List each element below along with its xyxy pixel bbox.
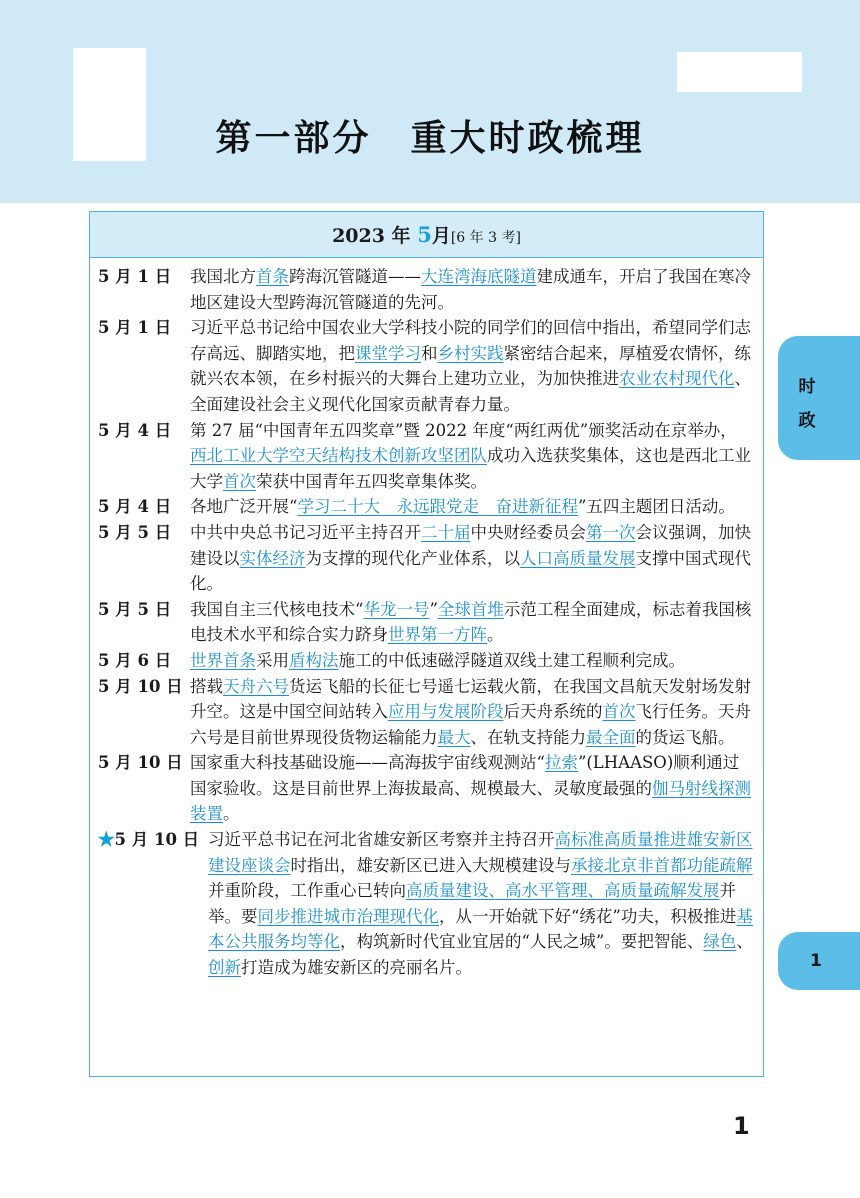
event-text-segment: 和 bbox=[421, 343, 438, 363]
event-date-text: 5 月 10 日 bbox=[98, 676, 183, 696]
events-box bbox=[89, 211, 764, 1077]
event-text-segment: 我国北方 bbox=[190, 267, 256, 286]
event-text-segment: 我国自主三代核电技术“ bbox=[190, 599, 364, 619]
event-text-segment: 、在轨支持能力 bbox=[470, 727, 586, 747]
event-date-text: 5 月 5 日 bbox=[98, 599, 172, 619]
event-date bbox=[98, 750, 190, 827]
event-entry bbox=[98, 827, 753, 981]
event-text-segment: 施工的中低速磁浮隧道双线土建工程顺利完成。 bbox=[338, 650, 685, 670]
event-text-segment: 中共中央总书记习近平主持召开 bbox=[190, 522, 421, 542]
keyword-highlight: 首次 bbox=[223, 471, 256, 491]
event-date-text: 5 月 4 日 bbox=[98, 497, 172, 517]
keyword-highlight: 学习二十大 永远跟党走 奋进新征程 bbox=[297, 497, 578, 517]
event-date-text: 5 月 4 日 bbox=[98, 420, 172, 440]
box-heading bbox=[90, 212, 763, 258]
event-text-segment: 为支撑的现代化产业体系，以 bbox=[305, 548, 520, 568]
event-text bbox=[190, 494, 753, 520]
event-date bbox=[98, 674, 190, 751]
event-text-segment: 成功入选获奖集体，这也是西北工业大学 bbox=[190, 446, 751, 491]
keyword-highlight: 创新 bbox=[208, 958, 241, 978]
event-date bbox=[98, 418, 190, 495]
keyword-highlight: 绿色 bbox=[703, 932, 737, 952]
event-text-segment: 。 bbox=[223, 804, 240, 824]
event-text-segment: 时指出，雄安新区已进入大规模建设与 bbox=[290, 855, 571, 875]
event-text-segment: 各地广泛开展“ bbox=[190, 497, 298, 517]
event-text-segment: 、 bbox=[736, 932, 753, 952]
event-text-segment: 习近平总书记给中国农业大学科技小院的同学们的回信中指出，希望同学们志存高远、脚踏实地，把 bbox=[190, 318, 751, 363]
keyword-highlight: 同步推进城市治理现代化 bbox=[257, 906, 439, 926]
keyword-highlight: 应用与发展阶段 bbox=[388, 702, 504, 722]
event-date bbox=[98, 494, 190, 520]
event-entry bbox=[98, 597, 753, 648]
event-entry bbox=[98, 674, 753, 751]
event-text-segment: 跨海沉管隧道—— bbox=[289, 267, 421, 286]
event-date bbox=[98, 315, 190, 417]
event-text-segment: 搭载 bbox=[190, 676, 223, 696]
event-text-segment: ”五四主题团日活动。 bbox=[577, 497, 735, 517]
keyword-highlight: 伽马射线探测装置 bbox=[190, 778, 751, 824]
keyword-highlight: 人口高质量发展 bbox=[520, 548, 636, 568]
box-month-suffix: 月 bbox=[431, 225, 451, 247]
event-text bbox=[190, 520, 753, 597]
header-banner bbox=[0, 0, 860, 203]
keyword-highlight: 大连湾海底隧道 bbox=[421, 267, 537, 286]
event-date bbox=[98, 264, 190, 315]
event-text-segment: 第 27 届“中国青年五四奖章”暨 2022 年度“两红两优”颁奖活动在京举办， bbox=[190, 420, 737, 440]
event-entry bbox=[98, 494, 753, 520]
event-text bbox=[190, 674, 753, 751]
keyword-highlight: 盾构法 bbox=[289, 650, 339, 670]
event-date bbox=[98, 648, 190, 674]
keyword-highlight: 课堂学习 bbox=[355, 343, 421, 363]
event-text-segment: 飞行任务。天舟六号是目前世界现役货物运输能力 bbox=[190, 702, 751, 747]
event-text-segment: 习近平总书记在河北省雄安新区考察并主持召开 bbox=[208, 830, 555, 850]
page-tab[interactable] bbox=[778, 932, 860, 990]
event-text-segment: 国家重大科技基础设施——高海拔宇宙线观测站“ bbox=[190, 753, 545, 773]
event-text-segment: 示范工程全面建成，标志着我国核电技术水平和综合实力跻身 bbox=[190, 599, 752, 645]
section-tab[interactable] bbox=[778, 336, 860, 460]
event-text-segment: 中央财经委员会 bbox=[470, 522, 586, 542]
keyword-highlight: 最大 bbox=[437, 727, 471, 747]
event-date bbox=[98, 827, 208, 981]
section-tab-char-1: 时 bbox=[798, 377, 816, 397]
keyword-highlight: 全球首堆 bbox=[437, 599, 504, 619]
event-text-segment: 会议强调，加快建设以 bbox=[190, 522, 751, 568]
keyword-highlight: 高质量建设、高水平管理、高质量疏解发展 bbox=[406, 881, 720, 901]
event-text-segment: 打造成为雄安新区的亮丽名片。 bbox=[241, 958, 472, 978]
keyword-highlight: 农业农村现代化 bbox=[619, 369, 735, 389]
event-text-segment: 建成通车，开启了我国在寒冷地区建设大型跨海沉管隧道的先河。 bbox=[190, 267, 751, 312]
box-note: [6 年 3 考] bbox=[450, 230, 521, 246]
keyword-highlight: 最全面 bbox=[586, 727, 636, 747]
event-text-segment: 、全面建设社会主义现代化国家贡献青春力量。 bbox=[190, 369, 751, 414]
event-text-segment: 后天舟系统的 bbox=[503, 702, 603, 722]
event-text-segment: 并举。要 bbox=[208, 881, 736, 926]
star-icon: ★ bbox=[98, 830, 115, 850]
keyword-highlight: 首次 bbox=[602, 702, 636, 722]
event-entry bbox=[98, 648, 753, 674]
keyword-highlight: 世界首条 bbox=[190, 650, 256, 670]
event-text-segment: 。 bbox=[487, 625, 504, 645]
event-text-segment: ，从一开始就下好“绣花”功夫，积极推进 bbox=[439, 906, 737, 926]
event-date-text: 5 月 1 日 bbox=[98, 267, 172, 286]
keyword-highlight: 天舟六号 bbox=[223, 676, 289, 696]
event-date-text: 5 月 10 日 bbox=[98, 753, 183, 773]
keyword-highlight: 西北工业大学空天结构技术创新攻坚团队 bbox=[190, 446, 487, 466]
event-text bbox=[190, 264, 753, 315]
keyword-highlight: 高标准高质量推进雄安新区建设座谈会 bbox=[208, 830, 753, 875]
keyword-highlight: 实体经济 bbox=[239, 548, 306, 568]
page-title: 第一部分 重大时政梳理 bbox=[215, 118, 645, 159]
event-text bbox=[190, 315, 753, 417]
event-entry bbox=[98, 520, 753, 597]
page-number: 1 bbox=[733, 1112, 750, 1140]
header-decoration-right bbox=[677, 52, 802, 92]
keyword-highlight: 首条 bbox=[256, 267, 289, 286]
event-date-text: 5 月 5 日 bbox=[98, 522, 172, 542]
event-entry bbox=[98, 264, 753, 315]
event-date-text: 5 月 10 日 bbox=[114, 830, 200, 850]
keyword-highlight: 第一次 bbox=[586, 522, 636, 542]
section-tab-char-2: 政 bbox=[798, 411, 816, 431]
event-text-segment: 支撑中国式现代化。 bbox=[190, 548, 751, 594]
event-text bbox=[190, 418, 753, 495]
event-text-segment: ” bbox=[429, 599, 438, 619]
event-entry bbox=[98, 418, 753, 495]
keyword-highlight: 世界第一方阵 bbox=[388, 625, 487, 645]
event-text-segment: 的货运飞船。 bbox=[635, 727, 735, 747]
keyword-highlight: 乡村实践 bbox=[437, 343, 504, 363]
keyword-highlight: 基本公共服务均等化 bbox=[208, 906, 753, 952]
box-month: 5 bbox=[417, 222, 432, 247]
event-date-text: 5 月 6 日 bbox=[98, 650, 172, 670]
event-text bbox=[190, 648, 753, 674]
event-text-segment: 采用 bbox=[256, 650, 289, 670]
box-year: 2023 年 bbox=[332, 225, 411, 247]
event-list bbox=[90, 258, 763, 981]
keyword-highlight: 二十届 bbox=[421, 522, 471, 542]
event-entry bbox=[98, 750, 753, 827]
event-text bbox=[190, 597, 753, 648]
event-text-segment: 荣获中国青年五四奖章集体奖。 bbox=[256, 471, 487, 491]
keyword-highlight: 拉索 bbox=[544, 753, 578, 773]
event-text-segment: 紧密结合起来，厚植爱农情怀，练就兴农本领，在乡村振兴的大舞台上建功立业，为加快推进 bbox=[190, 343, 751, 389]
event-text bbox=[208, 827, 753, 981]
event-date bbox=[98, 597, 190, 648]
keyword-highlight: 承接北京非首都功能疏解 bbox=[571, 855, 753, 875]
event-text-segment: 并重阶段，工作重心已转向 bbox=[208, 881, 406, 901]
event-text-segment: ”(LHAASO)顺利通过国家验收。这是目前世界上海拔最高、规模最大、灵敏度最强的 bbox=[190, 753, 740, 798]
event-date bbox=[98, 520, 190, 597]
event-text-segment: 货运飞船的长征七号遥七运载火箭，在我国文昌航天发射场发射升空。这是中国空间站转入 bbox=[190, 676, 751, 722]
event-text-segment: ，构筑新时代宜业宜居的“人民之城”。要把智能、 bbox=[340, 932, 704, 952]
page-tab-label: 1 bbox=[810, 951, 822, 971]
event-entry bbox=[98, 315, 753, 417]
event-text bbox=[190, 750, 753, 827]
keyword-highlight: 华龙一号 bbox=[363, 599, 430, 619]
event-date-text: 5 月 1 日 bbox=[98, 318, 172, 338]
